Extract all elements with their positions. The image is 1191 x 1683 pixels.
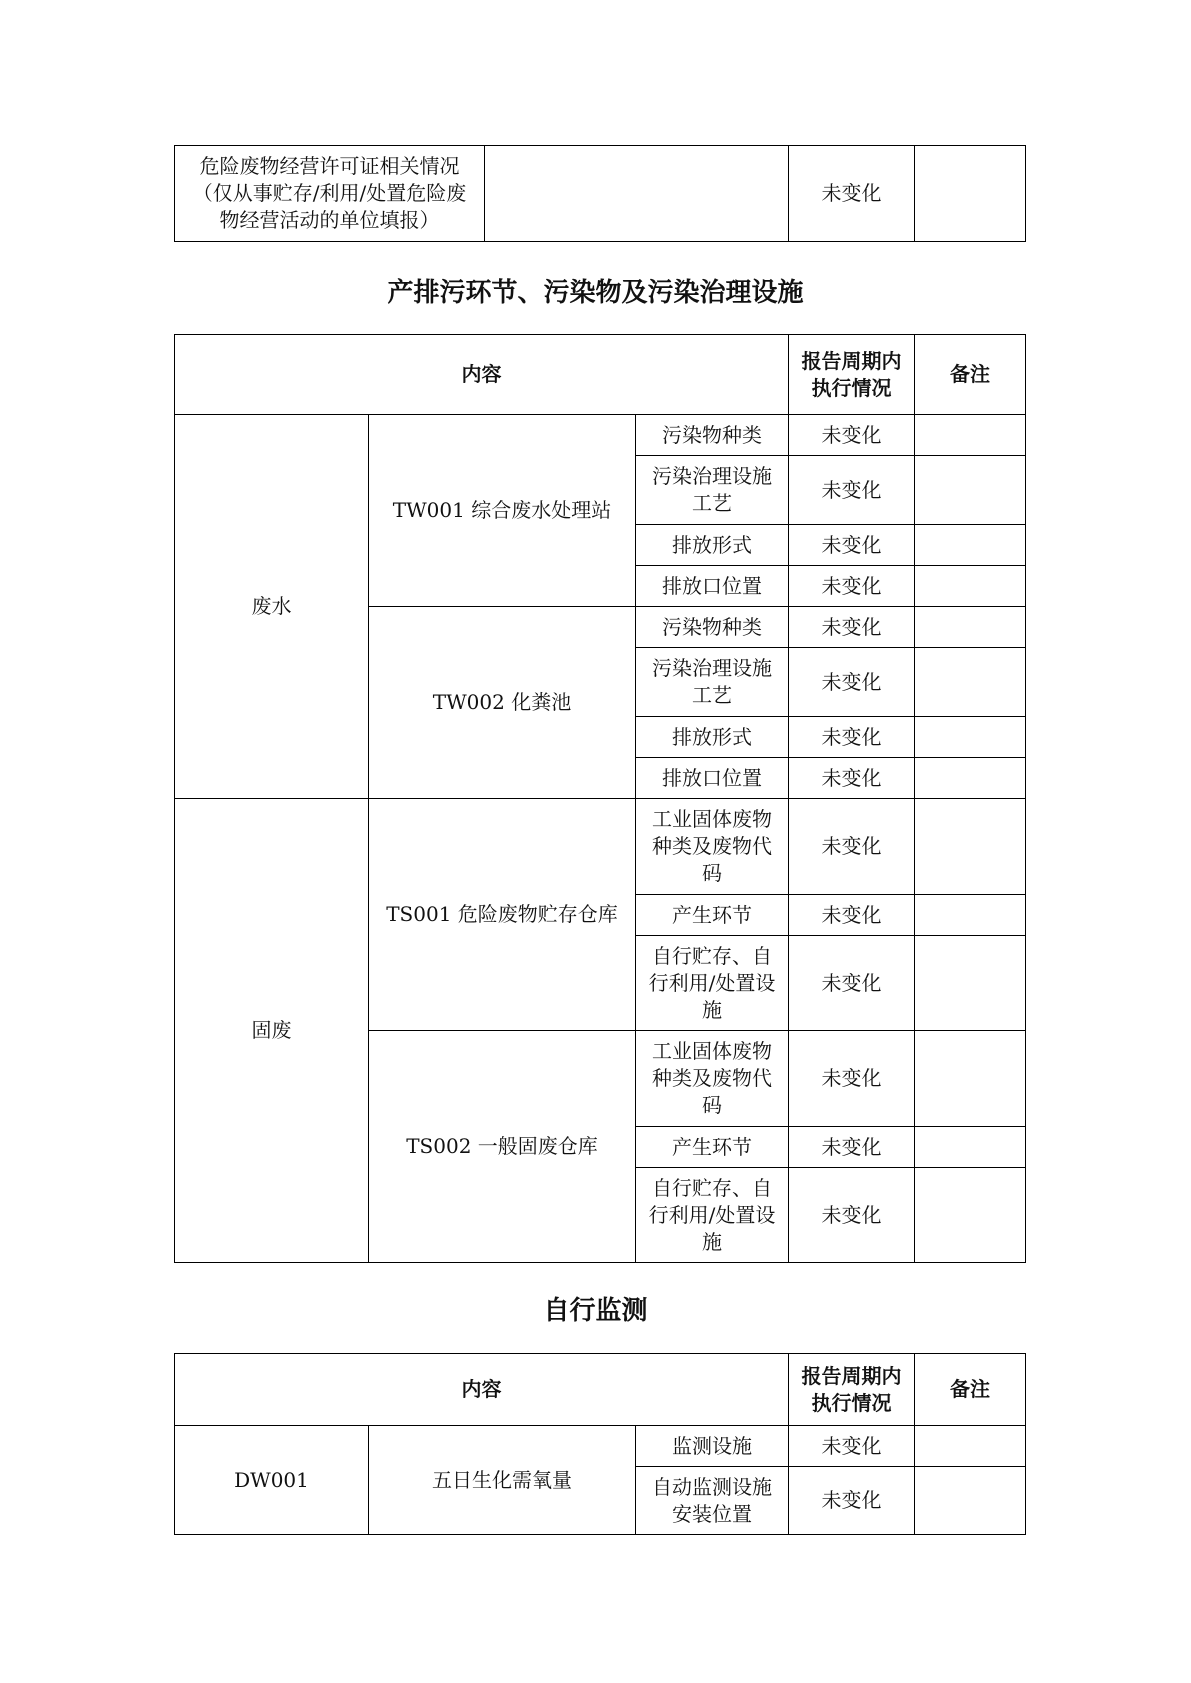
category-cell: 废水 <box>175 415 369 799</box>
item-note <box>915 1031 1026 1127</box>
permit-table <box>174 145 1026 242</box>
item-label: 污染治理设施工艺 <box>636 648 789 717</box>
permit-label: 危险废物经营许可证相关情况（仅从事贮存/利用/处置危险废物经营活动的单位填报） <box>175 146 485 242</box>
header-content: 内容 <box>175 335 789 415</box>
item-status: 未变化 <box>789 1127 915 1168</box>
section1-title: 产排污环节、污染物及污染治理设施 <box>387 278 804 308</box>
item-label: 工业固体废物种类及废物代码 <box>636 1031 789 1127</box>
item-status: 未变化 <box>789 1168 915 1263</box>
item-label: 自行贮存、自行利用/处置设施 <box>636 1168 789 1263</box>
item-note <box>915 717 1026 758</box>
item-note <box>915 648 1026 717</box>
item-status: 未变化 <box>789 799 915 895</box>
item-status: 未变化 <box>789 525 915 566</box>
outlet-code-cell: DW001 <box>175 1426 369 1535</box>
header-content: 内容 <box>175 1354 789 1426</box>
monitoring-table-header <box>175 1354 1026 1426</box>
item-status: 未变化 <box>789 1467 915 1535</box>
table-row <box>175 415 1026 456</box>
item-note <box>915 758 1026 799</box>
item-label: 排放口位置 <box>636 566 789 607</box>
pollution-table-header <box>175 335 1026 415</box>
header-note: 备注 <box>915 335 1026 415</box>
item-status: 未变化 <box>789 648 915 717</box>
facility-cell: TW001 综合废水处理站 <box>369 415 636 607</box>
item-label: 自行贮存、自行利用/处置设施 <box>636 936 789 1031</box>
pollution-table <box>174 334 1026 1263</box>
item-label: 污染物种类 <box>636 607 789 648</box>
item-status: 未变化 <box>789 717 915 758</box>
monitoring-table <box>174 1353 1026 1535</box>
table-row <box>175 1426 1026 1467</box>
item-label: 监测设施 <box>636 1426 789 1467</box>
item-label: 产生环节 <box>636 1127 789 1168</box>
facility-cell: TS002 一般固废仓库 <box>369 1031 636 1263</box>
header-status: 报告周期内执行情况 <box>789 335 915 415</box>
pollutant-cell: 五日生化需氧量 <box>369 1426 636 1535</box>
item-label: 排放口位置 <box>636 758 789 799</box>
item-status: 未变化 <box>789 758 915 799</box>
category-cell: 固废 <box>175 799 369 1263</box>
item-status: 未变化 <box>789 415 915 456</box>
permit-note <box>915 146 1026 242</box>
item-status: 未变化 <box>789 566 915 607</box>
item-label: 排放形式 <box>636 525 789 566</box>
permit-empty-cell <box>485 146 789 242</box>
item-note <box>915 1168 1026 1263</box>
facility-cell: TW002 化粪池 <box>369 607 636 799</box>
item-label: 产生环节 <box>636 895 789 936</box>
item-status: 未变化 <box>789 456 915 525</box>
item-label: 污染物种类 <box>636 415 789 456</box>
item-status: 未变化 <box>789 607 915 648</box>
item-label: 工业固体废物种类及废物代码 <box>636 799 789 895</box>
item-note <box>915 1127 1026 1168</box>
item-label: 污染治理设施工艺 <box>636 456 789 525</box>
header-note: 备注 <box>915 1354 1026 1426</box>
header-status: 报告周期内执行情况 <box>789 1354 915 1426</box>
item-note <box>915 936 1026 1031</box>
item-note <box>915 1467 1026 1535</box>
item-note <box>915 525 1026 566</box>
item-note <box>915 1426 1026 1467</box>
item-label: 自动监测设施安装位置 <box>636 1467 789 1535</box>
item-note <box>915 799 1026 895</box>
item-status: 未变化 <box>789 895 915 936</box>
item-note <box>915 895 1026 936</box>
item-status: 未变化 <box>789 1031 915 1127</box>
item-status: 未变化 <box>789 1426 915 1467</box>
item-note <box>915 607 1026 648</box>
table-row <box>175 799 1026 895</box>
section2-title: 自行监测 <box>543 1296 648 1326</box>
item-label: 排放形式 <box>636 717 789 758</box>
item-status: 未变化 <box>789 936 915 1031</box>
permit-status: 未变化 <box>789 146 915 242</box>
item-note <box>915 456 1026 525</box>
item-note <box>915 566 1026 607</box>
facility-cell: TS001 危险废物贮存仓库 <box>369 799 636 1031</box>
item-note <box>915 415 1026 456</box>
